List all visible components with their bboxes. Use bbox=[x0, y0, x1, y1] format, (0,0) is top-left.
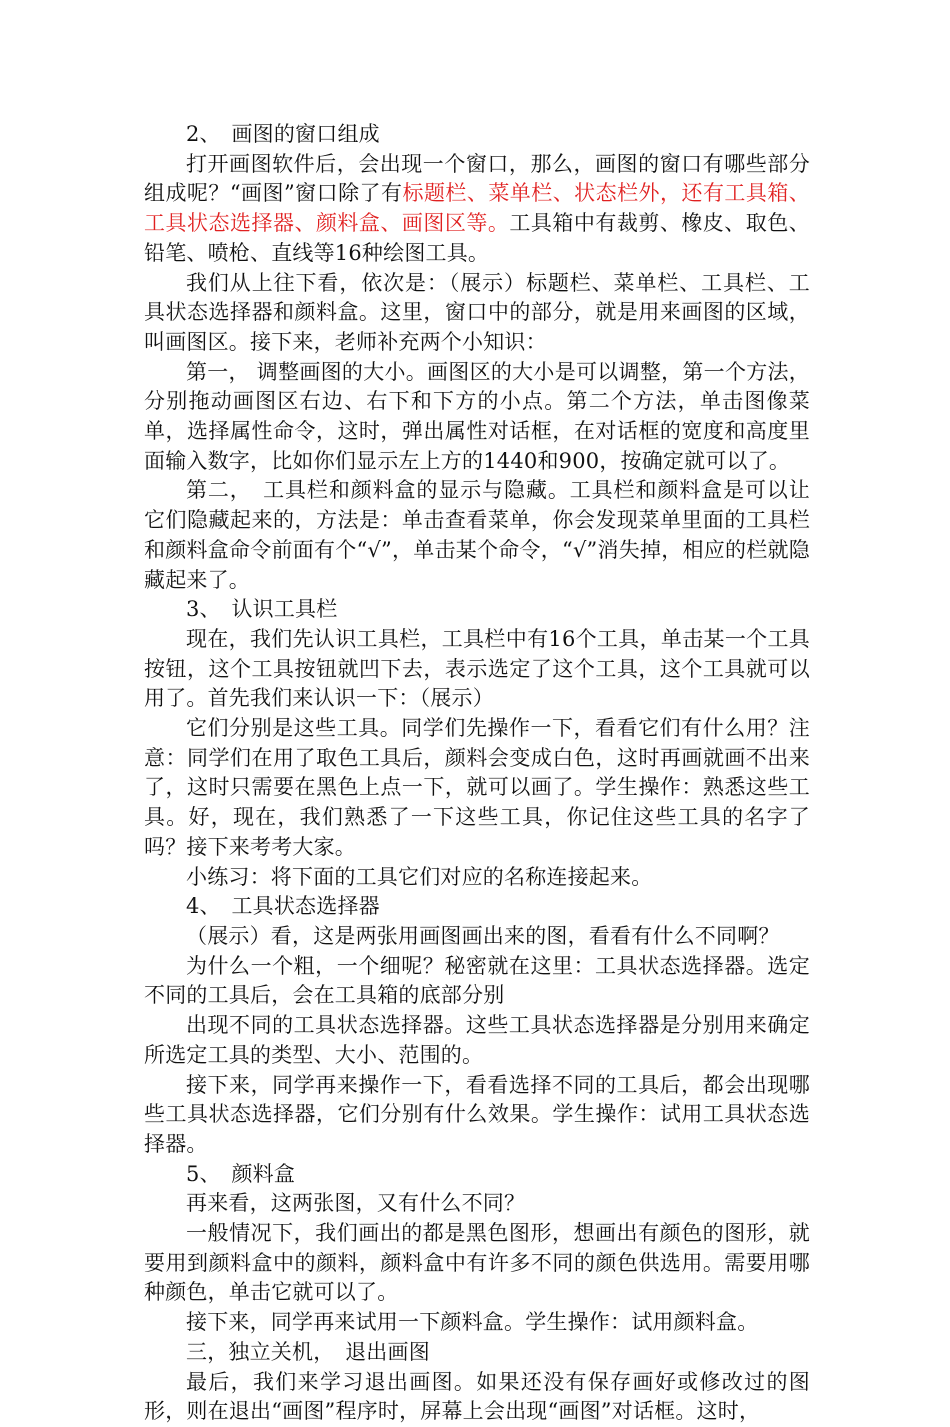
section-heading: 三，独立关机， 退出画图 bbox=[186, 1339, 430, 1364]
text-run: 工具箱中有裁剪、橡皮、取色、铅笔、喷枪、直线等16种绘图工具。 bbox=[144, 211, 810, 265]
paragraph: 接下来，同学再来试用一下颜料盒。学生操作：试用颜料盒。 bbox=[186, 1310, 759, 1335]
section-heading: 3、 认识工具栏 bbox=[186, 597, 338, 622]
document-body bbox=[144, 120, 810, 1427]
paragraph: 第二， 工具栏和颜料盒的显示与隐藏。工具栏和颜料盒是可以让它们隐藏起来的，方法是：单击查看菜单，你会发现菜单里面的工具栏和颜料盒命令前面有个“√”，单击某个命令，“√”消失掉，相应的栏就隐藏起来了。 bbox=[144, 478, 810, 592]
paragraph: 现在，我们先认识工具栏，工具栏中有16个工具，单击某一个工具按钮，这个工具按钮就凹下去，表示选定了这个工具，这个工具就可以用了。首先我们来认识一下：（展示） bbox=[144, 626, 810, 711]
paragraph: （展示）看，这是两张用画图画出来的图，看看有什么不同啊？ bbox=[186, 923, 780, 948]
paragraph: 接下来，同学再来操作一下，看看选择不同的工具后，都会出现哪些工具状态选择器，它们分别有什么效果。学生操作：试用工具状态选择器。 bbox=[144, 1072, 810, 1156]
section-heading: 5、 颜料盒 bbox=[186, 1161, 296, 1186]
paragraph: 最后，我们来学习退出画图。如果还没有保存画好或修改过的图形，则在退出“画图”程序时，屏幕上会出现“画图”对话框。这时， bbox=[144, 1369, 810, 1424]
highlighted-text-run: 标题栏、菜单栏、状态栏外，还有工具箱、工具状态选择器、颜料盒、画图区等。 bbox=[144, 181, 810, 236]
paragraph: 出现不同的工具状态选择器。这些工具状态选择器是分别用来确定所选定工具的类型、大小、范围的。 bbox=[144, 1013, 810, 1067]
section-heading: 4、 工具状态选择器 bbox=[186, 894, 380, 919]
section-heading: 2、 画图的窗口组成 bbox=[186, 122, 380, 146]
paragraph: 一般情况下，我们画出的都是黑色图形，想画出有颜色的图形，就要用到颜料盒中的颜料，颜料盒中有许多不同的颜色供选用。需要用哪种颜色，单击它就可以了。 bbox=[144, 1221, 810, 1305]
text-run: 打开画图软件后，会出现一个窗口，那么，画图的窗口有哪些部分组成呢？“画图”窗口除了有 bbox=[144, 151, 810, 206]
paragraph: 为什么一个粗，一个细呢？秘密就在这里：工具状态选择器。选定不同的工具后，会在工具箱的底部分别 bbox=[144, 953, 810, 1008]
paragraph: 它们分别是这些工具。同学们先操作一下，看看它们有什么用？注意：同学们在用了取色工具后，颜料会变成白色，这时再画就画不出来了，这时只需要在黑色上点一下，就可以画了。学生操作：熟悉这些工具。好，现在，我们熟悉了一下这些工具，你记住这些工具的名字了吗？接下来考考大家。 bbox=[144, 716, 810, 859]
paragraph: 小练习：将下面的工具它们对应的名称连接起来。 bbox=[186, 864, 653, 889]
paragraph: 第一， 调整画图的大小。画图区的大小是可以调整，第一个方法，分别拖动画图区右边、右下和下方的小点。第二个方法，单击图像菜单，选择属性命令，这时，弹出属性对话框，在对话框的宽度和高度里面输入数字，比如你们显示左上方的1440和900，按确定就可以了。 bbox=[144, 359, 810, 473]
paragraph: 再来看，这两张图，又有什么不同？ bbox=[186, 1191, 526, 1216]
paragraph: 我们从上往下看，依次是：（展示）标题栏、菜单栏、工具栏、工具状态选择器和颜料盒。这里，窗口中的部分，就是用来画图的区域，叫画图区。接下来，老师补充两个小知识： bbox=[144, 270, 810, 354]
paragraph bbox=[144, 150, 810, 269]
